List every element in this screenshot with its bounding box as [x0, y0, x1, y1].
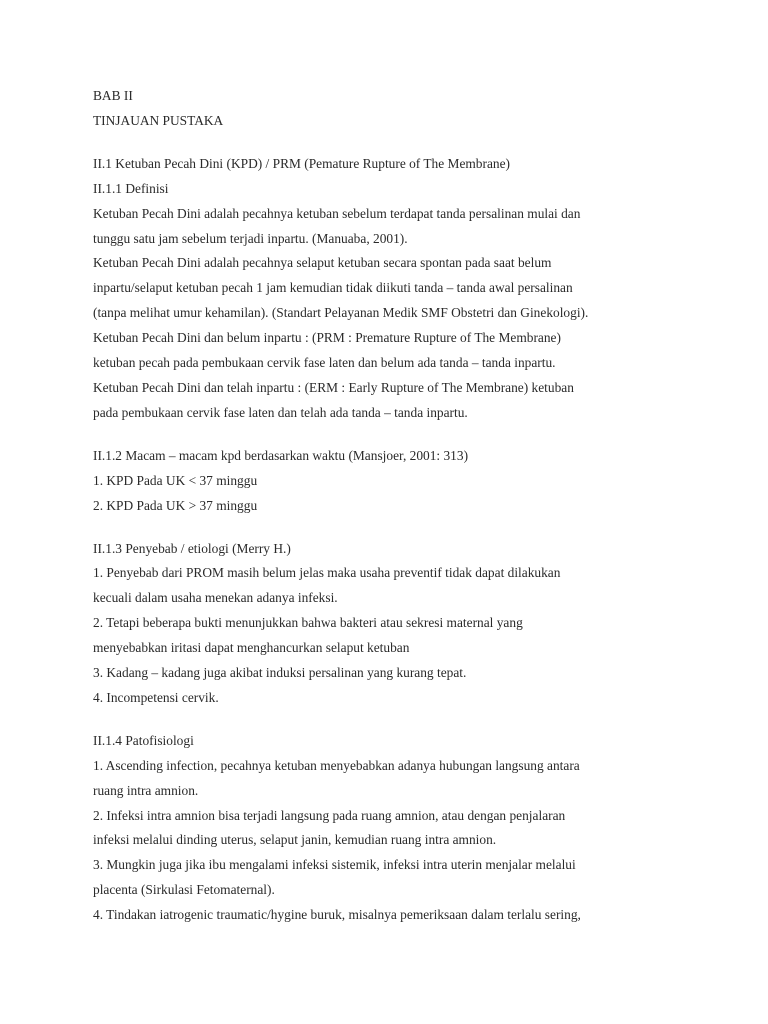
macam-heading: II.1.2 Macam – macam kpd berdasarkan waktu (Mansjoer, 2001: 313) — [93, 447, 469, 463]
definisi-line: Ketuban Pecah Dini dan telah inpartu : (ERM : Early Rupture of The Membrane) ketuban — [93, 379, 574, 395]
definisi-line: pada pembukaan cervik fase laten dan telah ada tanda – tanda inpartu. — [93, 404, 468, 420]
spacer — [93, 711, 733, 729]
spacer — [93, 134, 733, 152]
patofisiologi-line: infeksi melalui dinding uterus, selaput janin, kemudian ruang intra amnion. — [93, 832, 497, 848]
macam-line: 1. KPD Pada UK < 37 minggu — [93, 472, 258, 488]
definisi-line: Ketuban Pecah Dini adalah pecahnya ketuban sebelum terdapat tanda persalinan mulai dan — [93, 205, 581, 221]
patofisiologi-line: 1. Ascending infection, pecahnya ketuban menyebabkan adanya hubungan langsung antara — [93, 757, 580, 773]
definisi-line: Ketuban Pecah Dini dan belum inpartu : (PRM : Premature Rupture of The Membrane) — [93, 330, 561, 346]
section-heading: II.1 Ketuban Pecah Dini (KPD) / PRM (Pemature Rupture of The Membrane) — [93, 155, 510, 171]
penyebab-line: 1. Penyebab dari PROM masih belum jelas maka usaha preventif tidak dapat dilakukan — [93, 565, 561, 581]
penyebab-line: 3. Kadang – kadang juga akibat induksi persalinan yang kurang tepat. — [93, 665, 467, 681]
chapter-title: TINJAUAN PUSTAKA — [93, 112, 224, 128]
definisi-line: Ketuban Pecah Dini adalah pecahnya selaput ketuban secara spontan pada saat belum — [93, 255, 552, 271]
chapter-number: BAB II — [93, 88, 133, 103]
penyebab-line: 4. Incompetensi cervik. — [93, 689, 219, 705]
definisi-line: inpartu/selaput ketuban pecah 1 jam kemudian tidak diikuti tanda – tanda awal persalinan — [93, 280, 573, 296]
definisi-line: tunggu satu jam sebelum terjadi inpartu. (Manuaba, 2001). — [93, 230, 408, 246]
patofisiologi-line: 2. Infeksi intra amnion bisa terjadi langsung pada ruang amnion, atau dengan penjalaran — [93, 807, 566, 823]
patofisiologi-line: 4. Tindakan iatrogenic traumatic/hygine buruk, misalnya pemeriksaan dalam terlalu sering, — [93, 907, 581, 923]
document-page — [93, 84, 733, 928]
penyebab-line: menyebabkan iritasi dapat menghancurkan selaput ketuban — [93, 640, 410, 656]
definisi-heading: II.1.1 Definisi — [93, 180, 169, 196]
penyebab-line: 2. Tetapi beberapa bukti menunjukkan bahwa bakteri atau sekresi maternal yang — [93, 615, 523, 631]
patofisiologi-line: 3. Mungkin juga jika ibu mengalami infeksi sistemik, infeksi intra uterin menjalar melalui — [93, 857, 576, 873]
patofisiologi-line: ruang intra amnion. — [93, 782, 199, 798]
definisi-line: (tanpa melihat umur kehamilan). (Standart Pelayanan Medik SMF Obstetri dan Ginekologi). — [93, 305, 589, 321]
definisi-line: ketuban pecah pada pembukaan cervik fase laten dan belum ada tanda – tanda inpartu. — [93, 355, 556, 371]
penyebab-heading: II.1.3 Penyebab / etiologi (Merry H.) — [93, 540, 291, 556]
macam-line: 2. KPD Pada UK > 37 minggu — [93, 497, 258, 513]
spacer — [93, 426, 733, 444]
spacer — [93, 519, 733, 537]
penyebab-line: kecuali dalam usaha menekan adanya infeksi. — [93, 590, 338, 606]
patofisiologi-heading: II.1.4 Patofisiologi — [93, 732, 194, 748]
patofisiologi-line: placenta (Sirkulasi Fetomaternal). — [93, 882, 275, 898]
